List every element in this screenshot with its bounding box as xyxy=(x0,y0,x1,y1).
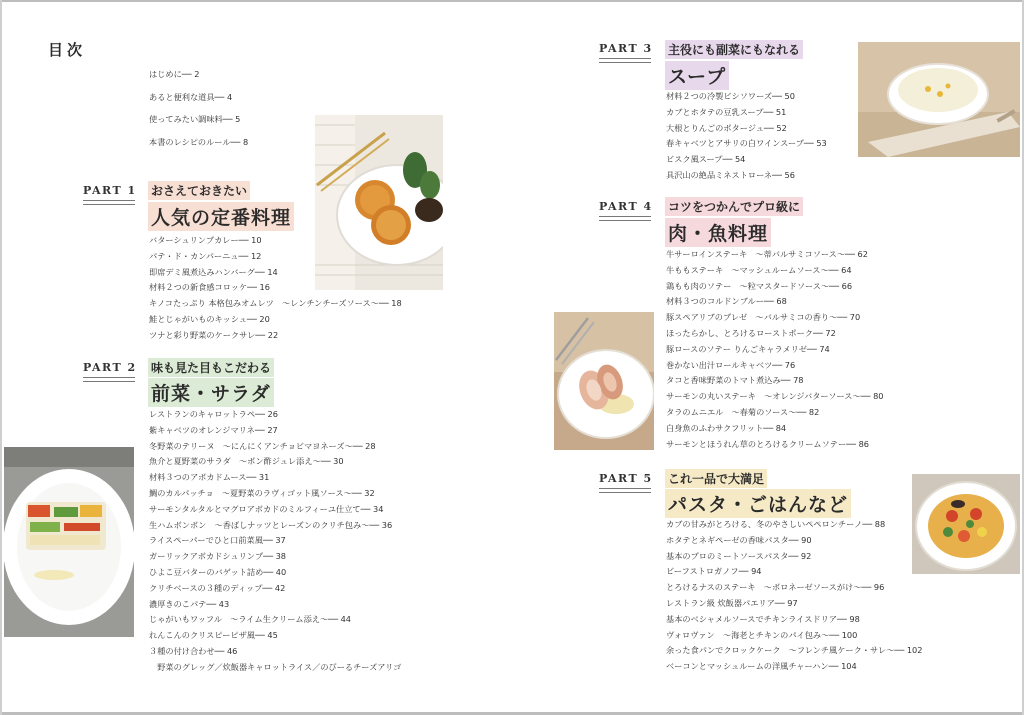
toc-entry[interactable]: 材料３つのコルドンブルー── 68 xyxy=(666,296,787,307)
page-border-top xyxy=(0,0,1024,2)
part-4-label: PART 4 xyxy=(599,200,653,213)
toc-entry[interactable]: 大根とりんごのポタージュ── 52 xyxy=(666,122,787,133)
part-3-rule xyxy=(599,58,651,63)
toc-entry[interactable]: パテ・ド・カンパーニュ── 12 xyxy=(149,250,262,261)
toc-entry[interactable]: ガーリックアボカドシュリンプ── 38 xyxy=(149,551,287,562)
page-border-left xyxy=(0,0,2,715)
toc-entry[interactable]: 白身魚のふわサクフリット── 84 xyxy=(666,422,787,433)
toc-entry-sub: 野菜のグレッグ／炊飯器キャロットライス／のびーるチーズアリゴ xyxy=(149,661,402,672)
toc-entry[interactable]: レストランのキャロットラペ── 26 xyxy=(149,409,278,419)
toc-entry[interactable]: 鮭とじゃがいものキッシュ── 20 xyxy=(149,313,270,324)
toc-entry[interactable]: 濃厚きのこパテ── 43 xyxy=(149,598,230,609)
toc-entry[interactable]: ベーコンとマッシュルームの洋風チャーハン── 104 xyxy=(666,661,857,672)
part-1-rule xyxy=(83,200,135,205)
toc-entry[interactable]: クリチベースの３種のディップ── 42 xyxy=(149,582,286,593)
toc-entry[interactable]: ひよこ豆バターのバゲット詰め── 40 xyxy=(149,566,287,577)
toc-entry[interactable]: ビスク風スープ── 54 xyxy=(666,154,746,165)
part-4-list xyxy=(666,247,884,452)
toc-entry[interactable]: 基本のプロのミートソースパスタ── 92 xyxy=(666,550,812,561)
part-3-subtitle: 主役にも副菜にもなれる xyxy=(665,40,803,59)
toc-entry[interactable]: ３種の付け合わせ── 46 xyxy=(149,645,238,656)
toc-entry[interactable]: 基本のベシャメルソースでチキンライスドリア── 98 xyxy=(666,613,860,624)
toc-entry[interactable]: 即席デミ風煮込みハンバーグ── 14 xyxy=(149,266,278,277)
toc-entry[interactable]: バターシュリンプカレー── 10 xyxy=(149,235,262,245)
toc-entry[interactable]: ホタテとネギペーゼの香味パスタ── 90 xyxy=(666,534,812,545)
toc-entry[interactable]: 牛サーロインステーキ ～蒂バルサミコソース～── 62 xyxy=(666,249,868,259)
toc-entry[interactable]: キノコたっぷり 本格包みオムレツ ～レンチンチーズソース～── 18 xyxy=(149,298,402,309)
part-4-title: 肉・魚料理 xyxy=(665,218,771,247)
part-3-label: PART 3 xyxy=(599,42,653,55)
toc-entry[interactable]: サーモンとほうれん草のとろけるクリームソテー── 86 xyxy=(666,438,870,449)
toc-entry[interactable]: 冬野菜のテリーヌ ～にんにくアンチョビマヨネーズ～── 28 xyxy=(149,440,376,451)
toc-entry[interactable]: サーモンの丸いステーキ ～オレンジバターソース～── 80 xyxy=(666,391,884,402)
part-4-rule xyxy=(599,216,651,221)
toc-entry[interactable]: 具沢山の絶品ミネストローネ── 56 xyxy=(666,169,795,180)
toc-entry[interactable]: 巻かない出汁ロールキャベツ── 76 xyxy=(666,359,796,370)
toc-entry[interactable]: 魚介と夏野菜のサラダ ～ポン酢ジュレ添え～── 30 xyxy=(149,456,344,467)
toc-entry[interactable]: 豚スペアリブのプレゼ ～バルサミコの香り～── 70 xyxy=(666,312,861,323)
part-1-subtitle: おさえておきたい xyxy=(148,181,250,200)
toc-entry[interactable]: 材料２つの冷製ビシソワーズ── 50 xyxy=(666,91,795,101)
paella-photo xyxy=(912,474,1020,574)
part-1-title: 人気の定番料理 xyxy=(148,202,294,231)
part-5-subtitle: これ一品で大満足 xyxy=(665,469,767,488)
toc-entry[interactable]: ビーフストロガノフ── 94 xyxy=(666,566,762,577)
part-5-label: PART 5 xyxy=(599,472,653,485)
terrine-photo xyxy=(4,447,134,637)
toc-entry[interactable]: ほったらかし、とろけるローストポーク── 72 xyxy=(666,327,836,338)
toc-entry[interactable]: ツナと彩り野菜のケークサレ── 22 xyxy=(149,329,279,340)
toc-entry[interactable]: サーモンタルタルとマグロアボカドのミルフィーユ仕立て── 34 xyxy=(149,503,384,514)
part-4-subtitle: コツをつかんでプロ級に xyxy=(665,197,803,216)
cordon-bleu-photo xyxy=(554,312,654,450)
intro-item[interactable]: あると便利な道具── 4 xyxy=(149,91,233,102)
toc-entry[interactable]: ヴォロヴァン ～海老とチキンのパイ包み～── 100 xyxy=(666,629,858,640)
toc-entry[interactable]: じゃがいもワッフル ～ライム生クリーム添え～── 44 xyxy=(149,614,352,625)
intro-item[interactable]: 使ってみたい調味料── 5 xyxy=(149,114,241,124)
part-2-title: 前菜・サラダ xyxy=(148,378,274,407)
toc-entry[interactable]: カブの甘みがとろける、冬のやさしいペペロンチーノ── 88 xyxy=(666,519,886,529)
part-5-title: パスタ・ごはんなど xyxy=(665,489,851,518)
toc-entry[interactable]: カブとホタテの豆乳スープ── 51 xyxy=(666,106,787,117)
toc-entry[interactable]: 鯛のカルパッチョ ～夏野菜のラヴィゴット風ソース～── 32 xyxy=(149,487,375,498)
toc-entry[interactable]: 牛ももステーキ ～マッシュルームソース～── 64 xyxy=(666,264,852,275)
part-2-subtitle: 味も見た目もこだわる xyxy=(148,358,274,377)
toc-entry[interactable]: タラのムニエル ～春菊のソース～── 82 xyxy=(666,406,820,417)
part-1-list xyxy=(149,233,402,344)
part-1-label: PART 1 xyxy=(83,184,137,197)
toc-entry[interactable]: ライスペーパーでひと口前菜風── 37 xyxy=(149,535,286,546)
intro-item[interactable]: 本書のレシピのルール── 8 xyxy=(149,136,249,147)
toc-entry[interactable]: 生ハムボンボン ～香ばしナッツとレーズンのクリチ包み～── 36 xyxy=(149,519,393,530)
intro-item[interactable]: はじめに── 2 xyxy=(149,69,200,79)
part-5-list xyxy=(666,517,922,675)
toc-entry[interactable]: 豚ロースのソテー りんごキャラメリゼ── 74 xyxy=(666,343,830,354)
toc-entry[interactable]: 材料３つのアボカドムース── 31 xyxy=(149,472,270,483)
toc-entry[interactable]: 紫キャベツのオレンジマリネ── 27 xyxy=(149,424,278,435)
toc-entry[interactable]: タコと香味野菜のトマト煮込み── 78 xyxy=(666,375,804,386)
toc-entry[interactable]: とろけるナスのステーキ ～ボロネーゼソースがけ～── 96 xyxy=(666,582,885,593)
toc-entry[interactable]: 余った食パンでクロックケーク ～フレンチ風ケーク・サレ～── 102 xyxy=(666,645,923,656)
part-2-label: PART 2 xyxy=(83,361,137,374)
part-3-title: スープ xyxy=(665,61,729,90)
part-3-list xyxy=(666,89,827,184)
toc-entry[interactable]: 鶏もも肉のソテー ～粒マスタードソース～── 66 xyxy=(666,280,853,291)
part-2-list xyxy=(149,407,401,676)
toc-entry[interactable]: 春キャベツとアサリの白ワインスープ── 53 xyxy=(666,138,827,149)
toc-entry[interactable]: れんこんのクリスピーピザ風── 45 xyxy=(149,630,278,641)
soup-photo xyxy=(858,42,1020,157)
intro-list xyxy=(149,63,248,153)
part-5-rule xyxy=(599,488,651,493)
toc-entry[interactable]: 材料２つの新食感コロッケ── 16 xyxy=(149,282,270,293)
toc-title: 目次 xyxy=(48,41,87,59)
toc-entry[interactable]: レストラン級 炊飯器パエリア── 97 xyxy=(666,597,798,608)
part-2-rule xyxy=(83,377,135,382)
